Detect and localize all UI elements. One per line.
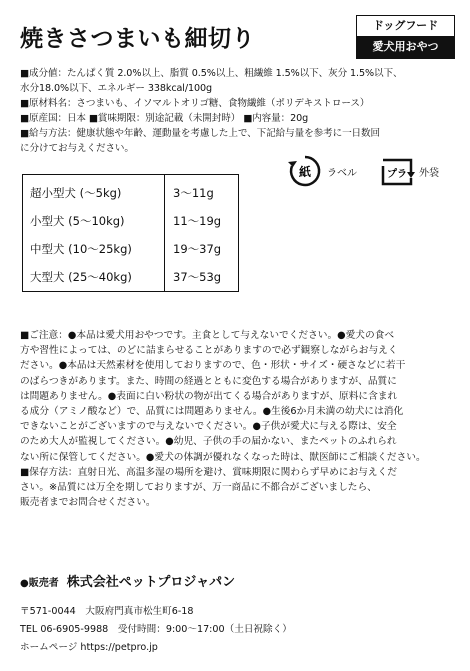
note-line: は問題ありません。●表面に白い粉状の物が出てくる場合がありますが、原料に含まれ xyxy=(20,390,398,402)
seller-phone: TEL 06-6905-9988 受付時間：9:00〜17:00（土日祝除く） xyxy=(20,624,292,635)
note-line: できないことがございますので与えないでください。●子供が愛犬に与える際は、安全 xyxy=(20,421,397,433)
dog-size-cell: 超小型犬 (〜5kg) xyxy=(30,186,122,200)
info-line-3: ■原材料名：さつまいも、イソマルトオリゴ糖、食物繊維（ポリデキストロース） xyxy=(20,98,370,109)
amount-cell: 37〜53g xyxy=(173,270,222,284)
paper-recycle-mark xyxy=(286,154,357,188)
caution-notes xyxy=(20,328,460,510)
note-line: ださい。●本品は天然素材を使用しておりますので、色・形状・サイズ・硬さなどに若干 xyxy=(20,360,406,372)
note-line: ■保存方法：直射日光、高温多湿の場所を避け、賞味期限に関わらず早めにお与えくだ xyxy=(20,466,397,478)
seller-website[interactable]: ホームページ https://petpro.jp xyxy=(20,642,158,653)
table-row xyxy=(23,263,238,290)
note-line: のばらつきがあります。また、時間の経過とともに変色する場合がありますが、品質に xyxy=(20,375,397,387)
note-line: 方や習性によっては、のどに詰まらせることがありますので必ず観察しながらお与えく xyxy=(20,345,398,357)
info-line-5: ■給与方法：健康状態や年齢、運動量を考慮した上で、下記給与量を参考に一日数回 xyxy=(20,128,381,139)
seller-postal-address: 〒571-0044 大阪府門真市松生町6-18 xyxy=(20,606,194,617)
amount-cell: 11〜19g xyxy=(173,214,222,228)
table-row xyxy=(23,235,238,262)
seller-label: ●販売者 xyxy=(20,578,59,589)
table-row xyxy=(23,207,238,234)
info-line-6: に分けてお与えください。 xyxy=(20,143,134,154)
plastic-recycle-icon xyxy=(378,154,416,188)
plastic-recycle-label: 外袋 xyxy=(419,167,439,179)
info-line-1: ■成分値：たんぱく質 2.0%以上、脂質 0.5%以上、粗繊維 1.5%以下、灰分 1.5%以下、 xyxy=(20,68,403,79)
seller-name: 株式会社ペットプロジャパン xyxy=(66,575,236,590)
table-row xyxy=(23,179,238,206)
info-line-4: ■原産国：日本 ■賞味期限：別途記載（未開封時） ■内容量：20g xyxy=(20,113,309,124)
dog-size-cell: 大型犬 (25〜40kg) xyxy=(30,270,132,284)
note-line: のため大人が監視してください。●幼児、子供の手の届かない、またペットのふれられ xyxy=(20,436,397,448)
info-line-2: 水分18.0%以下、エネルギー 338kcal/100g xyxy=(20,83,212,94)
plastic-mark-text: プラ xyxy=(387,169,407,180)
badge-dog-food: ドッグフード xyxy=(372,19,439,32)
note-line: ■ご注意：●本品は愛犬用おやつです。主食として与えないでください。●愛犬の食べ xyxy=(20,330,395,341)
amount-cell: 19〜37g xyxy=(173,242,222,256)
paper-mark-text: 紙 xyxy=(298,165,312,179)
plastic-recycle-mark xyxy=(378,154,439,188)
product-title: 焼きさつまいも細切り xyxy=(20,26,255,52)
note-line: る成分（アミノ酸など）で、品質には問題ありません。●生後6か月未満の幼犬には消化 xyxy=(20,406,404,418)
note-line: さい。※品質には万全を期しておりますが、万一商品に不都合がございましたら、 xyxy=(20,482,377,494)
note-line: 販売者までお問合せください。 xyxy=(20,497,156,509)
category-badge xyxy=(356,15,455,59)
feeding-table xyxy=(22,174,239,292)
seller-heading xyxy=(20,571,235,590)
paper-recycle-icon xyxy=(286,154,324,188)
dog-size-cell: 小型犬 (5〜10kg) xyxy=(30,214,125,228)
amount-cell: 3〜11g xyxy=(173,186,214,200)
paper-recycle-label: ラベル xyxy=(327,167,357,179)
badge-dog-treat: 愛犬用おやつ xyxy=(357,36,454,58)
note-line: ない所に保管してください。●愛犬の体調が優れなくなった時は、獣医師にご相談ください。 xyxy=(20,451,426,463)
dog-size-cell: 中型犬 (10〜25kg) xyxy=(30,242,132,256)
